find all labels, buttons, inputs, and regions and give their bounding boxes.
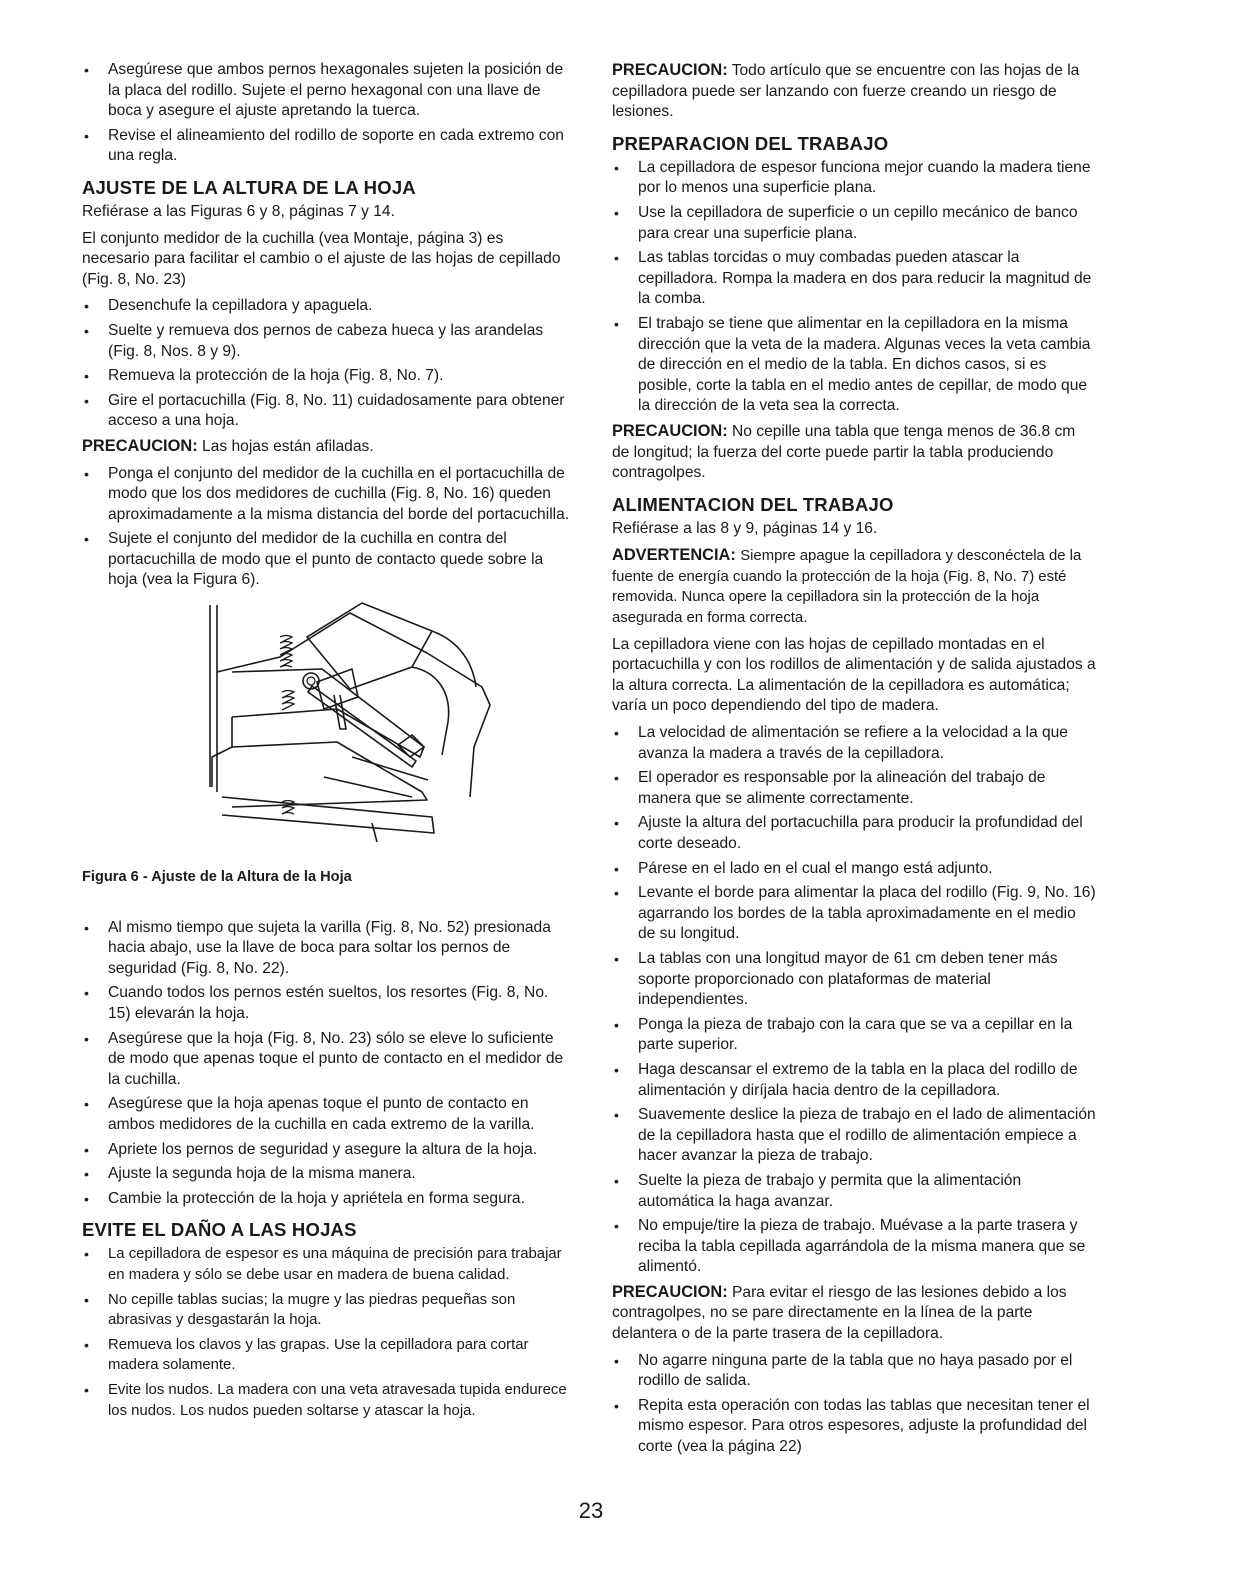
list-item: • Al mismo tiempo que sujeta la varilla (Fig. 8, No. 52) presionada hacia abajo, use la llave de boca para soltar los pernos de seguridad (Fig. 8, No. 22). xyxy=(82,918,572,980)
list-item: • El operador es responsable por la alineación del trabajo de manera que se alimente correctamente. xyxy=(612,768,1096,809)
caution-note xyxy=(612,60,1096,123)
caution-label: PRECAUCION: xyxy=(82,436,198,455)
list-item: • Revise el alineamiento del rodillo de soporte en cada extremo con una regla. xyxy=(82,126,572,167)
list-item: • No agarre ninguna parte de la tabla que no haya pasado por el rodillo de salida. xyxy=(612,1351,1096,1392)
figure-6-illustration xyxy=(82,597,572,859)
list-item: • Use la cepilladora de superficie o un cepillo mecánico de banco para crear una superficie plana. xyxy=(612,203,1096,244)
list-item: • No cepille tablas sucias; la mugre y las piedras pequeñas son abrasivas y desgastarán la hoja. xyxy=(82,1290,572,1331)
caution-note xyxy=(612,421,1096,484)
section-heading-blade-height: AJUSTE DE LA ALTURA DE LA HOJA xyxy=(82,176,416,198)
bullet-list xyxy=(82,464,572,592)
right-column xyxy=(612,60,1096,1462)
list-item: • Gire el portacuchilla (Fig. 8, No. 11) cuidadosamente para obtener acceso a una hoja. xyxy=(82,391,572,432)
paragraph: La cepilladora viene con las hojas de cepillado montadas en el portacuchilla y con los rodillos de alimentación y de salida ajustados a la altura correcta. La alimentación de la cepilladora es automática; varía un poco dependiendo del tipo de madera. xyxy=(612,635,1096,715)
section-heading-avoid-blade-damage: EVITE EL DAÑO A LAS HOJAS xyxy=(82,1219,357,1241)
warning-label: ADVERTENCIA: xyxy=(612,546,736,565)
list-item: • Desenchufe la cepilladora y apaguela. xyxy=(82,296,572,317)
intro-bullet-list xyxy=(82,60,572,167)
section-heading-work-feeding: ALIMENTACION DEL TRABAJO xyxy=(612,493,894,515)
list-item: • Suavemente deslice la pieza de trabajo en el lado de alimentación de la cepilladora hasta que el rodillo de alimentación empiece a hacer avanzar la pieza de trabajo. xyxy=(612,1105,1096,1167)
figure-caption: Figura 6 - Ajuste de la Altura de la Hoja xyxy=(82,869,352,886)
list-item: • Cuando todos los pernos estén sueltos, los resortes (Fig. 8, No. 15) elevarán la hoja. xyxy=(82,983,572,1024)
list-item: • Asegúrese que la hoja (Fig. 8, No. 23) sólo se eleve lo suficiente de modo que apenas toque el punto de contacto en el medidor de la cuchilla. xyxy=(82,1029,572,1091)
blade-gauge-drawing xyxy=(82,597,572,859)
bullet-list xyxy=(612,723,1096,1278)
list-item: • Las tablas torcidas o muy combadas pueden atascar la cepilladora. Rompa la madera en dos para reducir la magnitud de la comba. xyxy=(612,248,1096,310)
list-item: • Suelte y remueva dos pernos de cabeza hueca y las arandelas (Fig. 8, Nos. 8 y 9). xyxy=(82,321,572,362)
list-item: • La cepilladora de espesor es una máquina de precisión para trabajar en madera y sólo se debe usar en madera de buena calidad. xyxy=(82,1244,572,1285)
warning-text: Siempre apague la cepilladora y desconéctela de la fuente de energía cuando la protección de la hoja (Fig. 8, No. 7) esté removida. Nunca opere la cepilladora sin la protección de la hoja asegurada en forma correcta. xyxy=(612,548,1082,627)
caution-text: No cepille una tabla que tenga menos de 36.8 cm de longitud; la fuerza del corte puede partir la tabla produciendo contragolpes. xyxy=(612,422,1076,482)
list-item: • Apriete los pernos de seguridad y asegure la altura de la hoja. xyxy=(82,1140,572,1161)
bullet-list xyxy=(612,1351,1096,1458)
list-item: • Ponga la pieza de trabajo con la cara que se va a cepillar en la parte superior. xyxy=(612,1015,1096,1056)
warning-note xyxy=(612,545,1096,628)
list-item: • Evite los nudos. La madera con una veta atravesada tupida endurece los nudos. Los nudos pueden soltarse y atascar la hoja. xyxy=(82,1380,572,1421)
list-item: • Suelte la pieza de trabajo y permita que la alimentación automática la haga avanzar. xyxy=(612,1171,1096,1212)
bullet-list xyxy=(82,1244,572,1421)
caution-text: Todo artículo que se encuentre con las hojas de la cepilladora puede ser lanzando con fuerze creando un riesgo de lesiones. xyxy=(612,62,1080,121)
figure-reference: Refiérase a las 8 y 9, páginas 14 y 16. xyxy=(612,519,878,537)
list-item: • La tablas con una longitud mayor de 61 cm deben tener más soporte proporcionado con plataformas de material independientes. xyxy=(612,949,1096,1011)
caution-label: PRECAUCION: xyxy=(612,61,728,79)
list-item: • Repita esta operación con todas las tablas que necesitan tener el mismo espesor. Para otros espesores, adjuste la profundidad del corte (vea la página 22) xyxy=(612,1396,1096,1458)
paragraph: El conjunto medidor de la cuchilla (vea Montaje, página 3) es necesario para facilitar el cambio o el ajuste de las hojas de cepillado (Fig. 8, No. 23) xyxy=(82,229,561,288)
list-item: • Ajuste la segunda hoja de la misma manera. xyxy=(82,1164,572,1185)
bullet-list xyxy=(82,296,572,432)
list-item: • Asegúrese que ambos pernos hexagonales sujeten la posición de la placa del rodillo. Sujete el perno hexagonal con una llave de boca y asegure el ajuste apretando la tuerca. xyxy=(82,60,572,122)
list-item: • Cambie la protección de la hoja y apriételа en forma segura. xyxy=(82,1189,572,1210)
list-item: • Sujete el conjunto del medidor de la cuchilla en contra del portacuchilla de modo que el punto de contacto quede sobre la hoja (vea la Figura 6). xyxy=(82,529,572,591)
caution-label: PRECAUCION: xyxy=(612,1282,728,1301)
bullet-list xyxy=(82,918,572,1210)
list-item: • Ajuste la altura del portacuchilla para producir la profundidad del corte deseado. xyxy=(612,813,1096,854)
caution-note xyxy=(612,1282,1096,1345)
caution-text: Las hojas están afiladas. xyxy=(202,437,374,455)
section-heading-work-preparation: PREPARACION DEL TRABAJO xyxy=(612,132,889,154)
list-item: • Remueva la protección de la hoja (Fig. 8, No. 7). xyxy=(82,366,572,387)
list-item: • No empuje/tire la pieza de trabajo. Muévase a la parte trasera y reciba la tabla cepillada agarrándola de la misma manera que se alimentó. xyxy=(612,1216,1096,1278)
left-column xyxy=(82,60,572,1425)
caution-label: PRECAUCION: xyxy=(612,421,728,440)
list-item: • Ponga el conjunto del medidor de la cuchilla en el portacuchilla de modo que los dos medidores de cuchilla (Fig. 8, No. 16) queden aproximadamente a la misma distancia del borde del portacuchilla. xyxy=(82,464,572,526)
list-item: • El trabajo se tiene que alimentar en la cepilladora en la misma dirección que la veta de la madera. Algunas veces la veta cambia de dirección en el medio de la tabla. En dichos casos, si es posible, corte la tabla en el medio antes de cepillar, de modo que la dirección de la veta sea la correcta. xyxy=(612,314,1096,417)
bullet-list xyxy=(612,158,1096,417)
list-item: • Asegúrese que la hoja apenas toque el punto de contacto en ambos medidores de la cuchilla en cada extremo de la varilla. xyxy=(82,1094,572,1135)
figure-reference: Refiérase a las Figuras 6 y 8, páginas 7 y 14. xyxy=(82,202,395,220)
list-item: • Párese en el lado en el cual el mango está adjunto. xyxy=(612,859,1096,880)
page-number: 23 xyxy=(578,1498,604,1523)
caution-text: Para evitar el riesgo de las lesiones debido a los contragolpes, no se pare directamente en la línea de la parte delantera o de la parte trasera de la cepilladora. xyxy=(612,1283,1067,1343)
list-item: • La cepilladora de espesor funciona mejor cuando la madera tiene por lo menos una superficie plana. xyxy=(612,158,1096,199)
list-item: • La velocidad de alimentación se refiere a la velocidad a la que avanza la madera a través de la cepilladora. xyxy=(612,723,1096,764)
list-item: • Remueva los clavos y las grapas. Use la cepilladora para cortar madera solamente. xyxy=(82,1335,572,1376)
caution-note xyxy=(82,436,572,458)
list-item: • Levante el borde para alimentar la placa del rodillo (Fig. 9, No. 16) agarrando los bordes de la tabla aproximadamente en el medio de su longitud. xyxy=(612,883,1096,945)
list-item: • Haga descansar el extremo de la tabla en la placa del rodillo de alimentación y diríjala hacia dentro de la cepilladora. xyxy=(612,1060,1096,1101)
